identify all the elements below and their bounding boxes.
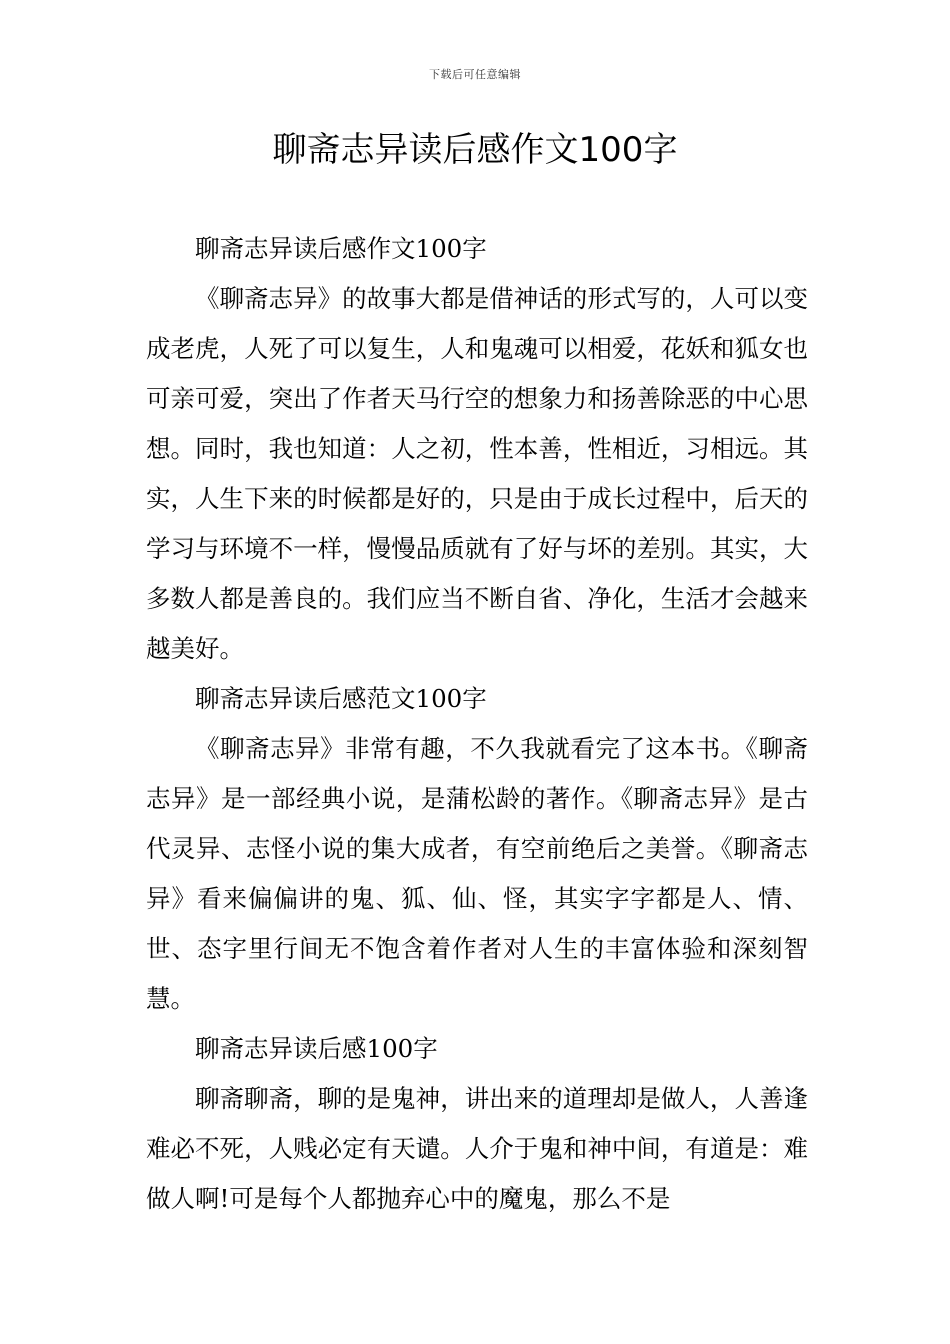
section-paragraph-2: 《聊斋志异》非常有趣，不久我就看完了这本书。《聊斋志异》是一部经典小说，是蒲松龄的著作。《聊斋志异》是古代灵异、志怪小说的集大成者，有空前绝后之美誉。《聊斋志异》看来偏偏讲的鬼、狐、仙、怪，其实字字都是人、情、世、态字里行间无不饱含着作者对人生的丰富体验和深刻智慧。 [146, 734, 808, 1013]
section-heading-2: 聊斋志异读后感范文100字 [195, 684, 487, 713]
section-heading-3: 聊斋志异读后感100字 [195, 1034, 438, 1063]
document-body [146, 224, 808, 1224]
section-heading-1: 聊斋志异读后感作文100字 [195, 234, 487, 263]
document-title: 聊斋志异读后感作文100字 [272, 130, 678, 170]
page-header-note: 下载后可任意编辑 [429, 68, 521, 81]
section-paragraph-1: 《聊斋志异》的故事大都是借神话的形式写的，人可以变成老虎，人死了可以复生，人和鬼魂可以相爱，花妖和狐女也可亲可爱，突出了作者天马行空的想象力和扬善除恶的中心思想。同时，我也知道：人之初，性本善，性相近，习相远。其实，人生下来的时候都是好的，只是由于成长过程中，后天的学习与环境不一样，慢慢品质就有了好与坏的差别。其实，大多数人都是善良的。我们应当不断自省、净化，生活才会越来越美好。 [146, 284, 808, 663]
section-paragraph-3: 聊斋聊斋，聊的是鬼神，讲出来的道理却是做人，人善逢难必不死，人贱必定有天谴。人介于鬼和神中间，有道是：难做人啊!可是每个人都抛弃心中的魔鬼，那么不是 [146, 1084, 808, 1213]
